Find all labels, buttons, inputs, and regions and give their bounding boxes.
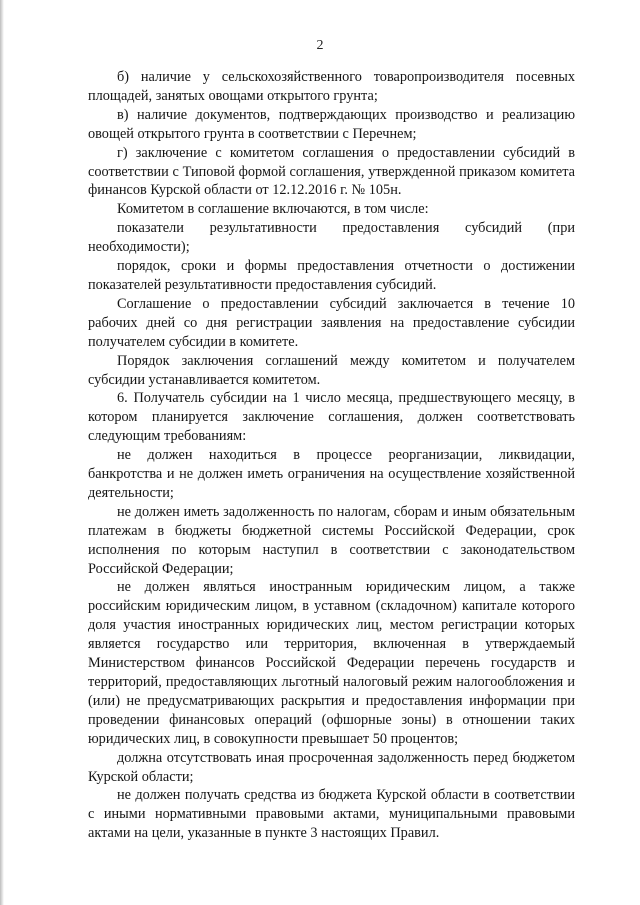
paragraph-requirement-other-funds: не должен получать средства из бюджета Курской области в соответствии с иными нормативными правовыми актами, муниципальными правовыми актами на цели, указанные в пункте 3 настоящих Правил. [88,787,575,842]
paragraph-agreement-procedure: Порядок заключения соглашений между комитетом и получателем субсидии устанавливается комитетом. [88,352,575,388]
page-number: 2 [316,38,324,53]
paragraph-item-v: в) наличие документов, подтверждающих производство и реализацию овощей открытого грунта в соответствии с Перечнем; [88,106,575,142]
paragraph-requirement-foreign-entity: не должен являться иностранным юридическим лицом, а также российским юридическим лицом, в уставном (складочном) капитале которого доля участия иностранных юридических лиц, местом регистрации которых является государство или территория, включенная в утверждаемый Министерством финансов Российской Федерации перечень государств и территорий, предоставляющих льготный налоговый режим налогообложения и (или) не предусматривающих раскрытия и предоставления информации при проведении финансовых операций (офшорные зоны) в отношении таких юридических лиц, в совокупности превышает 50 процентов; [88,579,575,747]
paragraph-indicators: показатели результативности предоставления субсидий (при необходимости); [88,220,575,256]
paragraph-requirement-overdue-debt: должна отсутствовать иная просроченная задолженность перед бюджетом Курской области; [88,749,575,785]
paragraph-requirement-reorganization: не должен находиться в процессе реорганизации, ликвидации, банкротства и не должен иметь ограничения на осуществление хозяйственной деятельности; [88,447,575,501]
paragraph-agreement-intro: Комитетом в соглашение включаются, в том числе: [117,201,429,218]
paragraph-item-b: б) наличие у сельскохозяйственного товаропроизводителя посевных площадей, занятых овощами открытого грунта; [88,69,575,104]
scan-edge-shadow [0,0,4,905]
paragraph-item-g: г) заключение с комитетом соглашения о предоставлении субсидий в соответствии с Типовой формой соглашения, утвержденной приказом комитета финансов Курской области от 12.12.2016 г. № 105н. [88,144,575,199]
paragraph-agreement-term: Соглашение о предоставлении субсидий заключается в течение 10 рабочих дней со дня регистрации заявления на предоставление субсидии получателем субсидии в комитете. [88,295,575,350]
paragraph-reporting: порядок, сроки и формы предоставления отчетности о достижении показателей результативности предоставления субсидий. [88,258,575,293]
document-body [88,68,575,843]
paragraph-section-6: 6. Получатель субсидии на 1 число месяца, предшествующего месяцу, в котором планируется заключение соглашения, должен соответствовать следующим требованиям: [88,390,575,445]
paragraph-requirement-tax-debt: не должен иметь задолженность по налогам, сборам и иным обязательным платежам в бюджеты бюджетной системы Российской Федерации, срок исполнения по которым наступил в соответствии с законодательством Российской Федерации; [88,503,575,577]
